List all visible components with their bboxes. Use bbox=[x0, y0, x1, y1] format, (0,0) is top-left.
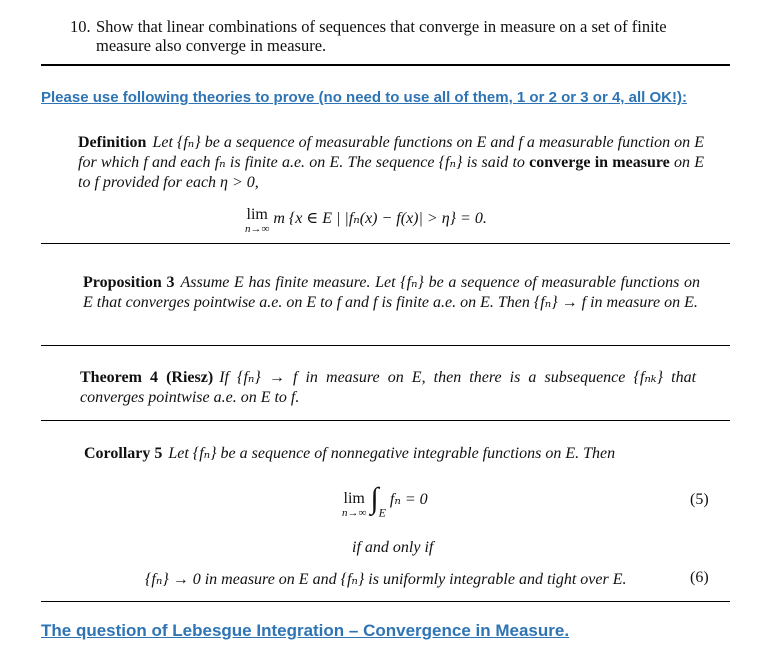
definition-heading: Definition bbox=[78, 134, 147, 151]
divider bbox=[41, 345, 730, 346]
corollary-equation-6: {fₙ} → 0 in measure on E and {fₙ} is uniformly integrable and tight over E. bbox=[145, 571, 627, 588]
proposition-text: Assume E has finite measure. Let {fₙ} be a sequence of measurable functions on E that converges pointwise a.e. on E to f and f is finite a.e. on E. Then {fₙ} → f in measure on E. bbox=[83, 274, 700, 311]
limit-subscript: n→∞ bbox=[342, 507, 367, 519]
divider bbox=[41, 243, 730, 244]
theorem-block bbox=[80, 368, 696, 408]
question-title: The question of Lebesgue Integration – Convergence in Measure. bbox=[41, 621, 570, 640]
corollary-block bbox=[84, 444, 704, 464]
limit-operator bbox=[342, 492, 366, 520]
problem-number: 10. bbox=[70, 17, 91, 36]
corollary-equation-5 bbox=[342, 482, 428, 521]
limit-text: lim bbox=[343, 490, 365, 507]
problem-statement bbox=[70, 17, 710, 55]
corollary-heading: Corollary 5 bbox=[84, 445, 163, 462]
definition-equation bbox=[245, 208, 487, 236]
limit-subscript: n→∞ bbox=[245, 223, 270, 235]
instruction-note: Please use following theories to prove (no need to use all of them, 1 or 2 or 3 or 4, all OK!): bbox=[41, 89, 687, 106]
theorem-text: If {fₙ} → f in measure on E, then there is a subsequence {fₙₖ} that converges pointwise a.e. on E to f. bbox=[80, 369, 697, 406]
definition-equation-body: m {x ∈ E | |fₙ(x) − f(x)| > η} = 0. bbox=[273, 210, 487, 227]
equation-number-5: (5) bbox=[690, 491, 709, 508]
problem-text: Show that linear combinations of sequences that converge in measure on a set of finite measure also converge in measure. bbox=[96, 17, 667, 55]
proposition-block bbox=[83, 273, 700, 313]
divider bbox=[41, 420, 730, 421]
theorem-heading: Theorem 4 (Riesz) bbox=[80, 369, 214, 386]
integral-sign: ∫ bbox=[370, 482, 379, 515]
equation-5-body: fₙ = 0 bbox=[389, 491, 428, 508]
definition-block bbox=[78, 133, 704, 193]
definition-text-1: Let {fₙ} be a sequence of measurable functions on E and f a measurable function on E for which f and each fₙ is finite a.e. on E. The sequence {fₙ} is said to bbox=[78, 134, 704, 171]
definition-bold-term: converge in measure bbox=[529, 154, 670, 171]
divider-thick bbox=[41, 64, 730, 66]
proposition-heading: Proposition 3 bbox=[83, 274, 175, 291]
definition-text-2: on E to f provided for each η > 0, bbox=[78, 154, 705, 191]
corollary-text: Let {fₙ} be a sequence of nonnegative integrable functions on E. Then bbox=[168, 445, 616, 462]
divider bbox=[41, 601, 730, 602]
limit-text: lim bbox=[246, 206, 268, 223]
equation-number-6: (6) bbox=[690, 569, 709, 586]
iff-text: if and only if bbox=[352, 539, 434, 556]
limit-operator bbox=[245, 208, 269, 236]
integral-domain: E bbox=[378, 505, 386, 520]
